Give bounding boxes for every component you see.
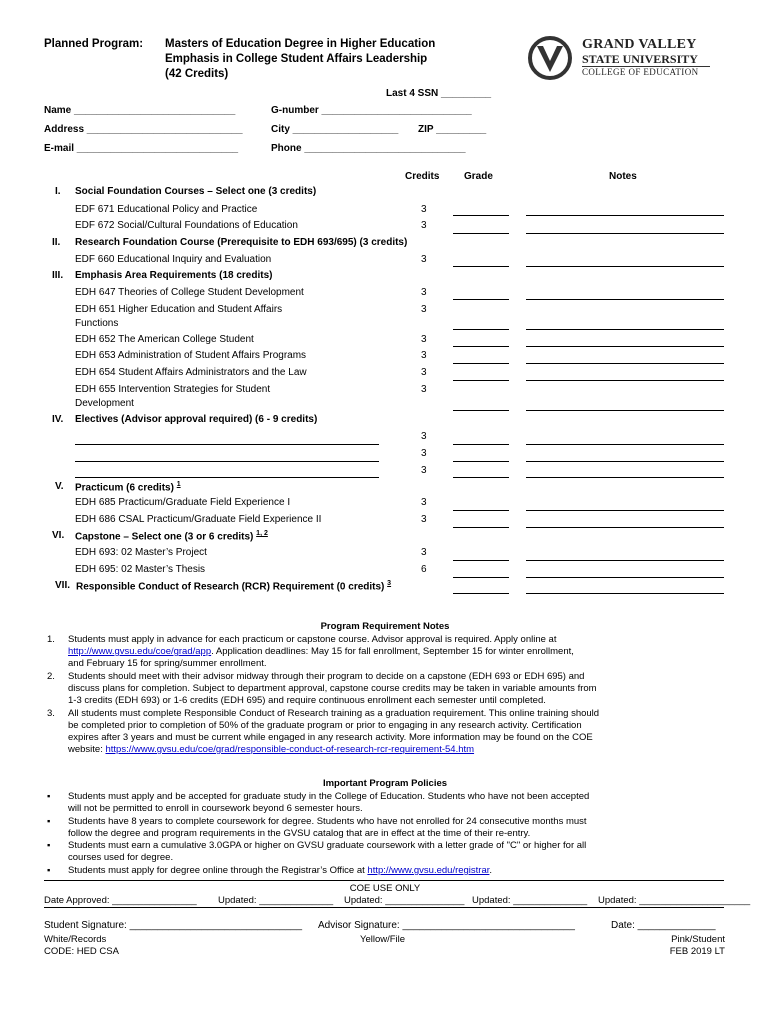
course-credits: 3: [421, 465, 427, 476]
course-edf660: EDF 660 Educational Inquiry and Evaluation: [75, 254, 272, 265]
notes-blank[interactable]: [526, 363, 724, 364]
course-credits: 3: [421, 514, 427, 525]
course-credits: 3: [421, 547, 427, 558]
notes-blank[interactable]: [526, 477, 724, 478]
logo-line1: GRAND VALLEY: [582, 37, 697, 52]
section-5-title: Practicum (6 credits) $^1$: [75, 481, 181, 494]
address-field[interactable]: Address ____________________________: [44, 124, 243, 135]
policy-2-line2: follow the degree and program requirements in the GVSU catalog that are in effect at the time of their re-entry.: [68, 828, 531, 839]
note-1-line1: Students must apply in advance for each practicum or capstone course. Advisor approval is required. Apply online at: [68, 634, 557, 645]
last4-ssn-field[interactable]: Last 4 SSN _________: [386, 88, 492, 99]
grade-blank[interactable]: [453, 329, 509, 330]
course-edh695: EDH 695: 02 Master’s Thesis: [75, 564, 206, 575]
course-credits: 6: [421, 564, 427, 575]
course-credits: 3: [421, 287, 427, 298]
course-credits: 3: [421, 350, 427, 361]
course-credits: 3: [421, 448, 427, 459]
course-credits: 3: [421, 334, 427, 345]
gnumber-field[interactable]: G-number ___________________________: [271, 105, 472, 116]
notes-blank[interactable]: [526, 593, 724, 594]
notes-blank[interactable]: [526, 346, 724, 347]
course-credits: 3: [421, 384, 427, 395]
section-5-number: V.: [55, 481, 64, 492]
notes-blank[interactable]: [526, 461, 724, 462]
notes-blank[interactable]: [526, 560, 724, 561]
section-6-number: VI.: [52, 530, 65, 541]
bullet-icon: ▪: [47, 865, 51, 876]
note-3-number: 3.: [47, 708, 55, 719]
student-signature-field[interactable]: Student Signature: _______________________________: [44, 920, 303, 931]
section-7-title: Responsible Conduct of Research (RCR) Requirement (0 credits) $^3$: [76, 580, 392, 593]
policy-3-line1: Students must earn a cumulative 3.0GPA or higher on GVSU graduate coursework with a letter grade of "C" or higher for all: [68, 840, 587, 851]
req-notes-title: Program Requirement Notes: [320, 621, 450, 632]
copy-pink-label: Pink/Student: [671, 934, 725, 945]
logo-line3: COLLEGE OF EDUCATION: [582, 67, 699, 77]
note-2-number: 2.: [47, 671, 55, 682]
program-title-line2: Emphasis in College Student Affairs Leadership: [165, 53, 428, 65]
notes-blank[interactable]: [526, 299, 724, 300]
notes-blank[interactable]: [526, 527, 724, 528]
note-2-line2: discuss plans for completion. Subject to department approval, capstone course credits may be taken in variable amounts from: [68, 683, 597, 694]
grade-blank[interactable]: [453, 560, 509, 561]
grade-blank[interactable]: [453, 510, 509, 511]
footnote-ref: 1: [176, 481, 181, 488]
course-edh647: EDH 647 Theories of College Student Development: [75, 287, 304, 298]
footnote-ref: 1, 2: [256, 530, 268, 537]
copy-white-label: White/Records: [44, 934, 107, 945]
registrar-link[interactable]: http://www.gvsu.edu/registrar: [367, 865, 490, 876]
course-edh654: EDH 654 Student Affairs Administrators and the Law: [75, 367, 307, 378]
section-1-title: Social Foundation Courses – Select one (3 credits): [75, 186, 317, 197]
note-3-line2: be completed prior to completion of 50% of the graduate program or prior to engaging in any research activity. Certification: [68, 720, 582, 731]
bullet-icon: ▪: [47, 816, 51, 827]
name-field[interactable]: Name _____________________________: [44, 105, 236, 116]
city-field[interactable]: City ___________________: [271, 124, 399, 135]
course-edh651: EDH 651 Higher Education and Student Affairs: [75, 304, 283, 315]
section-3-title: Emphasis Area Requirements (18 credits): [75, 270, 273, 281]
policy-1-line1: Students must apply and be accepted for graduate study in the College of Education. Students who have not been accepted: [68, 791, 590, 802]
copy-yellow-label: Yellow/File: [360, 934, 406, 945]
notes-blank[interactable]: [526, 410, 724, 411]
credits-header: Credits: [405, 171, 440, 182]
section-2-number: II.: [52, 237, 61, 248]
section-3-number: III.: [52, 270, 64, 281]
notes-blank[interactable]: [526, 380, 724, 381]
course-credits: 3: [421, 304, 427, 315]
logo-line2: STATE UNIVERSITY: [582, 52, 698, 66]
notes-blank[interactable]: [526, 329, 724, 330]
grade-blank[interactable]: [453, 380, 509, 381]
footnote-ref: 3: [387, 580, 392, 587]
section-1-number: I.: [55, 186, 61, 197]
grade-blank[interactable]: [453, 363, 509, 364]
note-1-line2: http://www.gvsu.edu/coe/grad/app. Application deadlines: May 15 for fall enrollment, September 15 for winter enrollment,: [68, 646, 574, 657]
course-edh686: EDH 686 CSAL Practicum/Graduate Field Experience II: [75, 514, 322, 525]
zip-field[interactable]: ZIP _________: [418, 124, 487, 135]
grade-blank[interactable]: [453, 410, 509, 411]
grade-blank[interactable]: [453, 477, 509, 478]
course-credits: 3: [421, 431, 427, 442]
course-credits: 3: [421, 204, 427, 215]
grade-blank[interactable]: [453, 593, 509, 594]
notes-blank[interactable]: [526, 444, 724, 445]
course-edh653: EDH 653 Administration of Student Affairs Programs: [75, 350, 307, 361]
notes-blank[interactable]: [526, 215, 724, 216]
note-3-line3: expires after 3 years and must be current while engaged in any research activity. More information may be found on the COE: [68, 732, 593, 743]
policy-1-line2: will not be permitted to enroll in coursework beyond 6 semester hours.: [68, 803, 363, 814]
updated-field-1[interactable]: Updated: ______________: [218, 895, 334, 906]
bullet-icon: ▪: [47, 791, 51, 802]
note-2-line1: Students should meet with their advisor midway through their program to decide on a capstone (EDH 693 or EDH 695) and: [68, 671, 585, 682]
section-4-title: Electives (Advisor approval required) (6 - 9 credits): [75, 414, 318, 425]
policy-3-line2: courses used for degree.: [68, 852, 174, 863]
course-credits: 3: [421, 367, 427, 378]
program-code: CODE: HED CSA: [44, 946, 119, 957]
advisor-signature-field[interactable]: Advisor Signature: _______________________________: [318, 920, 575, 931]
course-edf672: EDF 672 Social/Cultural Foundations of Education: [75, 220, 298, 231]
elective-course-blank[interactable]: [75, 461, 379, 462]
grade-blank[interactable]: [453, 299, 509, 300]
grade-blank[interactable]: [453, 577, 509, 578]
grade-blank[interactable]: [453, 527, 509, 528]
section-7-number: VII.: [55, 580, 71, 591]
grade-blank[interactable]: [453, 461, 509, 462]
note-1-line3: and February 15 for spring/summer enrollment.: [68, 658, 267, 669]
apply-online-link[interactable]: http://www.gvsu.edu/coe/grad/app: [68, 646, 212, 657]
grade-blank[interactable]: [453, 346, 509, 347]
program-title-line3: (42 Credits): [165, 68, 229, 80]
gvsu-v-icon: [528, 36, 576, 80]
section-6-title: Capstone – Select one (3 or 6 credits) $^{1, 2}$: [75, 530, 268, 543]
policies-title: Important Program Policies: [322, 778, 448, 789]
course-edf671: EDF 671 Educational Policy and Practice: [75, 204, 258, 215]
updated-field-4[interactable]: Updated: _____________________: [598, 895, 751, 906]
phone-field[interactable]: Phone _____________________________: [271, 143, 466, 154]
course-credits: 3: [421, 220, 427, 231]
email-field[interactable]: E-mail _____________________________: [44, 143, 239, 154]
note-3-line1: All students must complete Responsible Conduct of Research training as a graduation requirement. This online training should: [68, 708, 600, 719]
notes-blank[interactable]: [526, 577, 724, 578]
notes-blank[interactable]: [526, 266, 724, 267]
note-2-line3: 1-3 credits (EDH 693) or 1-6 credits (EDH 695) and require continuous enrollment each semester until completed.: [68, 695, 546, 706]
bullet-icon: ▪: [47, 840, 51, 851]
note-1-number: 1.: [47, 634, 55, 645]
grade-blank[interactable]: [453, 444, 509, 445]
gvsu-logo: [528, 36, 718, 80]
signature-date-field[interactable]: Date: ______________: [611, 920, 716, 931]
course-edh651-cont: Functions: [75, 318, 119, 329]
course-edh655: EDH 655 Intervention Strategies for Student: [75, 384, 271, 395]
coe-use-only-title: COE USE ONLY: [349, 883, 421, 894]
section-2-title: Research Foundation Course (Prerequisite to EDH 693/695) (3 credits): [75, 237, 408, 248]
updated-field-3[interactable]: Updated: ______________: [472, 895, 588, 906]
note-3-line4: website: https://www.gvsu.edu/coe/grad/responsible-conduct-of-research-rcr-requirement-54.htm: [68, 744, 475, 755]
elective-course-blank[interactable]: [75, 477, 379, 478]
grade-blank[interactable]: [453, 266, 509, 267]
grade-blank[interactable]: [453, 233, 509, 234]
policy-2-line1: Students have 8 years to complete coursework for degree. Students who have not enrolled for 24 consecutive months must: [68, 816, 587, 827]
updated-field-2[interactable]: Updated: _______________: [344, 895, 465, 906]
rcr-info-link[interactable]: https://www.gvsu.edu/coe/grad/responsible-conduct-of-research-rcr-requirement-54.htm: [105, 744, 475, 755]
grade-header: Grade: [464, 171, 493, 182]
course-edh685: EDH 685 Practicum/Graduate Field Experience I: [75, 497, 291, 508]
program-title-line1: Masters of Education Degree in Higher Education: [165, 38, 436, 50]
grade-blank[interactable]: [453, 215, 509, 216]
notes-header: Notes: [609, 171, 637, 182]
revision-date: FEB 2019 LT: [669, 946, 725, 957]
section-4-number: IV.: [52, 414, 64, 425]
planned-program-label: Planned Program:: [44, 38, 144, 50]
policy-4-line1: Students must apply for degree online through the Registrar’s Office at http://www.gvsu.edu/registrar.: [68, 865, 493, 876]
notes-blank[interactable]: [526, 233, 724, 234]
notes-blank[interactable]: [526, 510, 724, 511]
course-credits: 3: [421, 497, 427, 508]
course-edh693: EDH 693: 02 Master’s Project: [75, 547, 207, 558]
date-approved-field[interactable]: Date Approved: ________________: [44, 895, 197, 906]
course-credits: 3: [421, 254, 427, 265]
elective-course-blank[interactable]: [75, 444, 379, 445]
course-edh655-cont: Development: [75, 398, 134, 409]
course-edh652: EDH 652 The American College Student: [75, 334, 254, 345]
